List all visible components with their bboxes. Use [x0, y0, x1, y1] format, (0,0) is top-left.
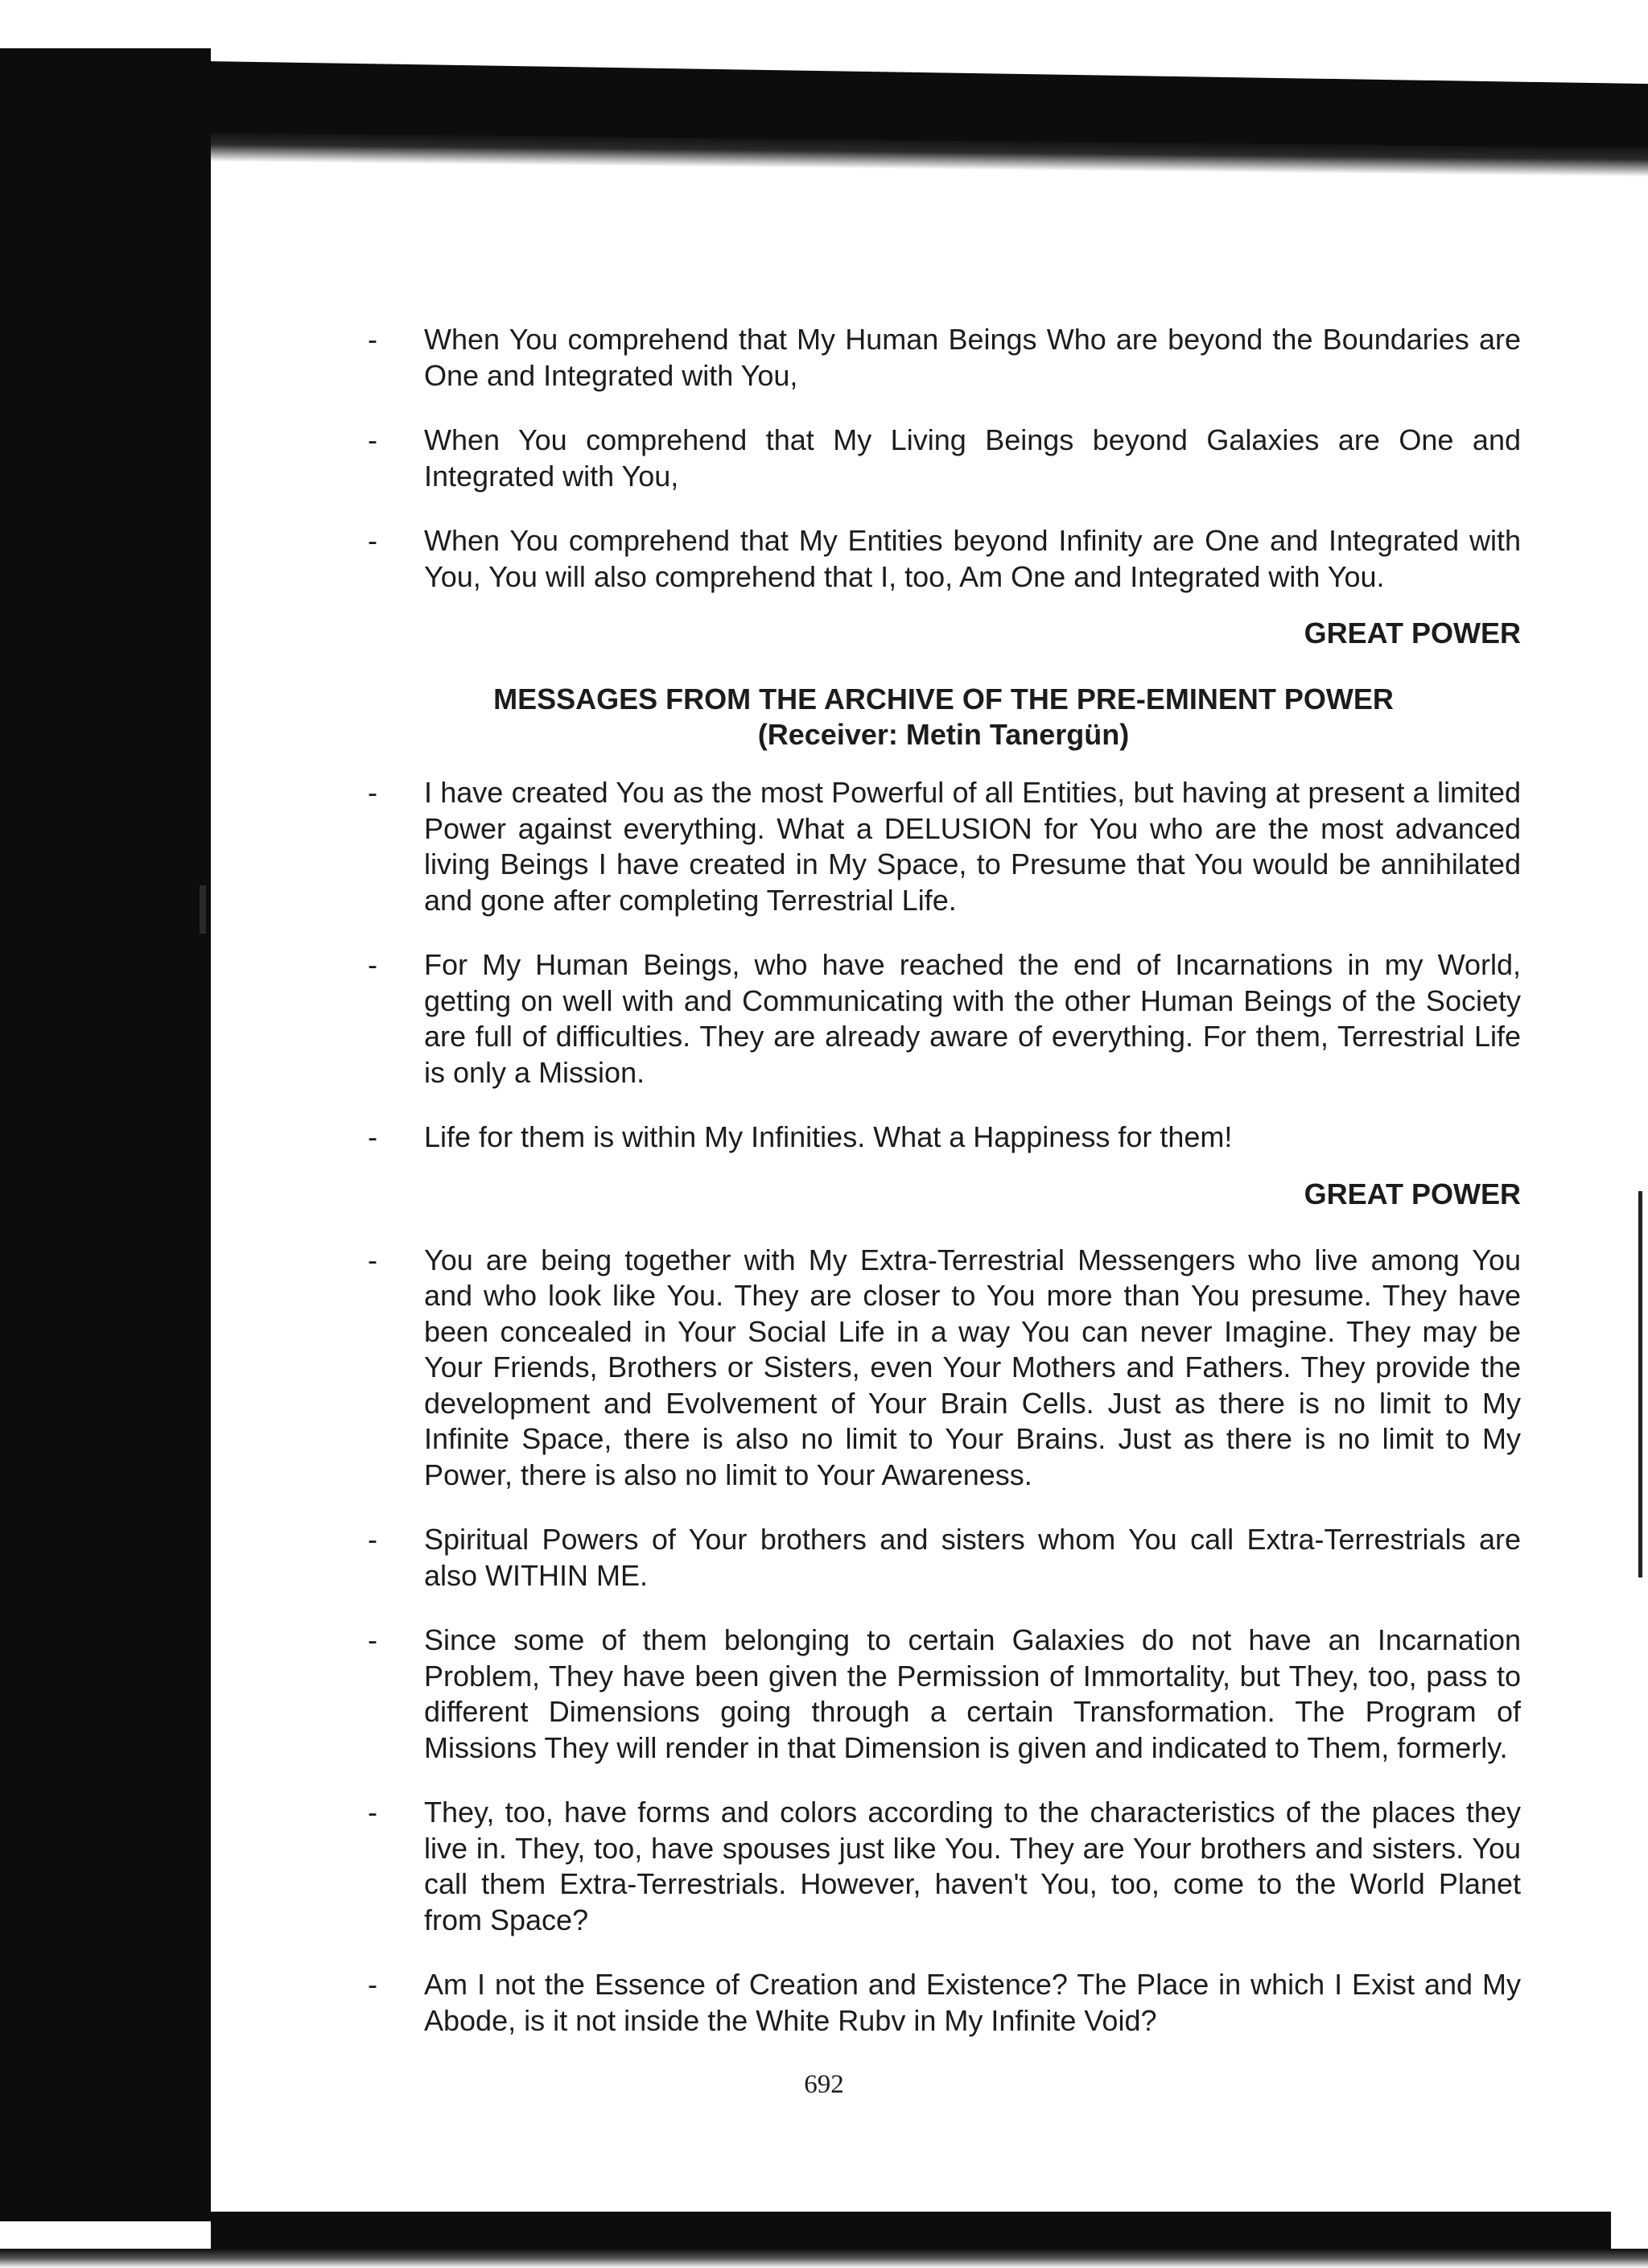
heading-receiver: (Receiver: Metin Tanergün) — [757, 718, 1130, 751]
bullet-dash: - — [368, 948, 377, 981]
page-number: 692 — [804, 2070, 844, 2099]
bullet-paragraph — [366, 1967, 1521, 2039]
bullet-dash: - — [368, 323, 377, 356]
paragraph-text: Since some of them belonging to certain Galaxies do not have an Incarnation Problem, They have been given the Permission of Immortality, but They, too, pass to different Dimensions going through a certain Transformation. The Program of Missions They will render in that Dimension is given and indicated to Them, formerly. — [424, 1623, 1521, 1764]
bullet-paragraph — [366, 423, 1521, 494]
paragraph-text: They, too, have forms and colors according to the characteristics of the places they live in. They, too, have spouses just like You. They are Your brothers and sisters. You call them Extra-Terrestrials. However, haven't You, too, come to the World Planet from Space? — [424, 1796, 1521, 1936]
bullet-dash: - — [368, 1243, 377, 1276]
bullet-dash: - — [368, 1796, 377, 1829]
heading-title: MESSAGES FROM THE ARCHIVE OF THE PRE-EMINENT POWER — [493, 682, 1394, 715]
paragraph-text: Spiritual Powers of Your brothers and sisters whom You call Extra-Terrestrials are also WITHIN ME. — [424, 1523, 1521, 1592]
bullet-dash: - — [368, 1968, 377, 2001]
bullet-paragraph — [366, 523, 1521, 595]
bullet-paragraph — [366, 1120, 1521, 1156]
bullet-dash: - — [368, 1523, 377, 1556]
scan-border-bottom — [211, 2212, 1611, 2249]
signature: GREAT POWER — [1304, 1177, 1521, 1210]
scan-mark-left — [200, 885, 206, 934]
paragraph-text: When You comprehend that My Human Beings Who are beyond the Boundaries are One and Integrated with You, — [424, 323, 1521, 392]
paragraph-text: Am I not the Essence of Creation and Existence? The Place in which I Exist and My Abode, is it not inside the White Rubv in My Infinite Void? — [424, 1968, 1521, 2037]
bullet-paragraph — [366, 1795, 1521, 1938]
bullet-paragraph — [366, 1243, 1521, 1494]
paragraph-text: You are being together with My Extra-Terrestrial Messengers who live among You and who look like You. They are closer to You more than You presume. They have been concealed in Your Social Life in a way You can never Imagine. They may be Your Friends, Brothers or Sisters, even Your Mothers and Fathers. They provide the development and Evolvement of Your Brain Cells. Just as there is no limit to My Infinite Space, there is also no limit to Your Brains. Just as there is no limit to My Power, there is also no limit to Your Awareness. — [424, 1243, 1521, 1491]
paragraph-text: When You comprehend that My Entities beyond Infinity are One and Integrated with You, You will also comprehend that I, too, Am One and Integrated with You. — [424, 524, 1521, 593]
paragraph-text: For My Human Beings, who have reached the end of Incarnations in my World, getting on well with and Communicating with the other Human Beings of the Society are full of difficulties. They are already aware of everything. For them, Terrestrial Life is only a Mission. — [424, 948, 1521, 1089]
paragraph-text: Life for them is within My Infinities. What a Happiness for them! — [424, 1120, 1233, 1153]
document-page — [366, 322, 1521, 2068]
bullet-dash: - — [368, 1623, 377, 1656]
paragraph-text: When You comprehend that My Living Beings beyond Galaxies are One and Integrated with You, — [424, 423, 1521, 493]
bullet-paragraph — [366, 1623, 1521, 1766]
bullet-paragraph — [366, 322, 1521, 394]
paragraph-text: I have created You as the most Powerful of all Entities, but having at present a limited Power against everything. What a DELUSION for You who are the most advanced living Beings I have created in My Space, to Presume that You would be annihilated and gone after completing Terrestrial Life. — [424, 776, 1521, 917]
signature: GREAT POWER — [1304, 616, 1521, 649]
bullet-paragraph — [366, 775, 1521, 918]
bullet-paragraph — [366, 1522, 1521, 1594]
scan-border-bottom-edge — [0, 2249, 1648, 2268]
bullet-dash: - — [368, 776, 377, 809]
bullet-dash: - — [368, 524, 377, 557]
bullet-dash: - — [368, 423, 377, 456]
bullet-dash: - — [368, 1120, 377, 1153]
scan-mark-right — [1638, 1191, 1642, 1577]
bullet-paragraph — [366, 947, 1521, 1091]
scan-border-left — [0, 48, 211, 2221]
section-heading — [366, 682, 1521, 753]
